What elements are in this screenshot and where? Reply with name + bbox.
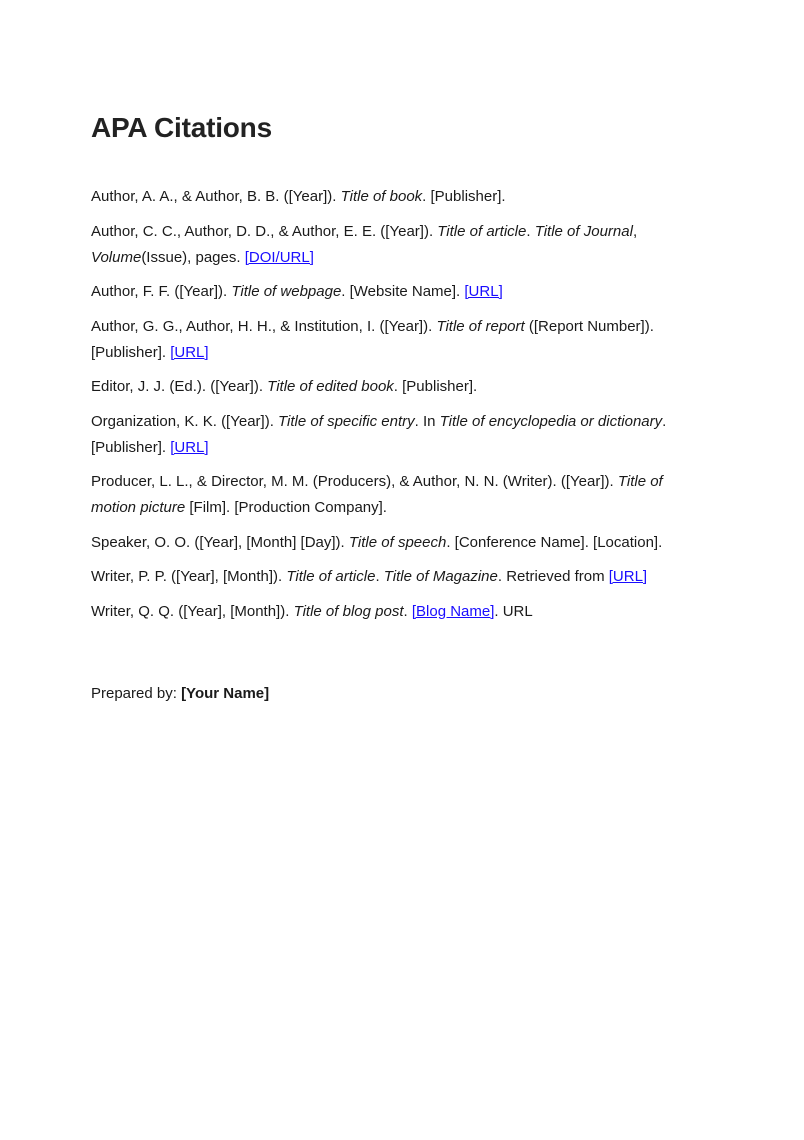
citation-entry	[91, 374, 711, 400]
citation-text: Author, G. G., Author, H. H., & Institution, I. ([Year]).	[91, 317, 437, 335]
citation-italic-title: Title of specific entry	[278, 412, 415, 430]
citation-italic-title: Title of blog post	[293, 602, 404, 620]
citation-entry	[91, 409, 711, 461]
citation-text: .	[375, 568, 384, 585]
citation-text: .	[526, 222, 535, 240]
citation-text: Organization, K. K. ([Year]).	[91, 412, 279, 430]
citation-entry	[91, 279, 711, 305]
citation-link[interactable]: [URL]	[170, 438, 209, 456]
citation-entry	[91, 184, 711, 210]
citation-text: Writer, P. P. ([Year], [Month]).	[91, 568, 287, 585]
prepared-by-name: [Your Name]	[181, 684, 270, 702]
citation-italic-title: Title of article	[437, 222, 527, 240]
prepared-by-label: Prepared by:	[91, 684, 182, 702]
citation-text: Author, A. A., & Author, B. B. ([Year]).	[91, 188, 341, 205]
citation-text: . URL	[494, 602, 533, 620]
citation-text: . [Publisher].	[422, 188, 506, 205]
prepared-by-line	[91, 681, 711, 707]
citation-text: . [Publisher].	[91, 412, 667, 456]
citation-text: ([Report Number]). [Publisher].	[91, 317, 654, 361]
document-page	[91, 108, 711, 707]
page-title: APA Citations	[91, 112, 272, 143]
citation-italic-title: Title of encyclopedia or dictionary	[439, 412, 663, 430]
citation-link[interactable]: [URL]	[464, 283, 503, 300]
citation-italic-title: Title of Magazine	[383, 568, 498, 585]
citation-italic-title: Title of article	[286, 568, 376, 585]
citation-text: Editor, J. J. (Ed.). ([Year]).	[91, 378, 268, 395]
citation-link[interactable]: [URL]	[608, 568, 648, 585]
citation-link[interactable]: [DOI/URL]	[244, 248, 314, 266]
citation-italic-title: Title of edited book	[267, 378, 394, 395]
citation-italic-title: Title of speech	[348, 533, 447, 551]
citation-entry	[91, 314, 711, 366]
citation-entry	[91, 469, 711, 521]
citation-link[interactable]: [URL]	[170, 343, 209, 361]
citation-link[interactable]: [Blog Name]	[411, 602, 495, 620]
citation-text: . [Publisher].	[393, 378, 478, 395]
citation-text: ,	[632, 222, 638, 240]
citation-text: . Retrieved from	[497, 568, 609, 585]
citation-italic-title: Title of book	[340, 188, 423, 205]
citation-entry	[91, 599, 711, 625]
citation-text: Author, C. C., Author, D. D., & Author, E. E. ([Year]).	[91, 222, 438, 240]
citation-text: (Issue), pages.	[141, 248, 245, 266]
citation-italic-title: Title of motion picture	[91, 473, 663, 516]
citation-text: . [Conference Name]. [Location].	[446, 533, 663, 551]
citation-italic-title: Title of report	[436, 317, 525, 335]
citation-italic-title: Title of Journal	[534, 222, 633, 240]
citation-text: Writer, Q. Q. ([Year], [Month]).	[91, 602, 294, 620]
citation-italic-title: Volume	[91, 248, 142, 266]
citation-entry	[91, 564, 711, 590]
citation-text: Speaker, O. O. ([Year], [Month] [Day]).	[91, 533, 349, 551]
citation-text: [Film]. [Production Company].	[185, 499, 387, 516]
citation-italic-title: Title of webpage	[231, 283, 342, 300]
citation-text: Author, F. F. ([Year]).	[91, 283, 232, 300]
citation-text: .	[403, 602, 412, 620]
citation-entry	[91, 530, 711, 556]
citation-text: . In	[414, 412, 440, 430]
citation-entry	[91, 219, 711, 271]
citation-text: Producer, L. L., & Director, M. M. (Producers), & Author, N. N. (Writer). ([Year]).	[91, 473, 618, 490]
citation-text: . [Website Name].	[341, 283, 465, 300]
citation-list	[91, 184, 711, 625]
